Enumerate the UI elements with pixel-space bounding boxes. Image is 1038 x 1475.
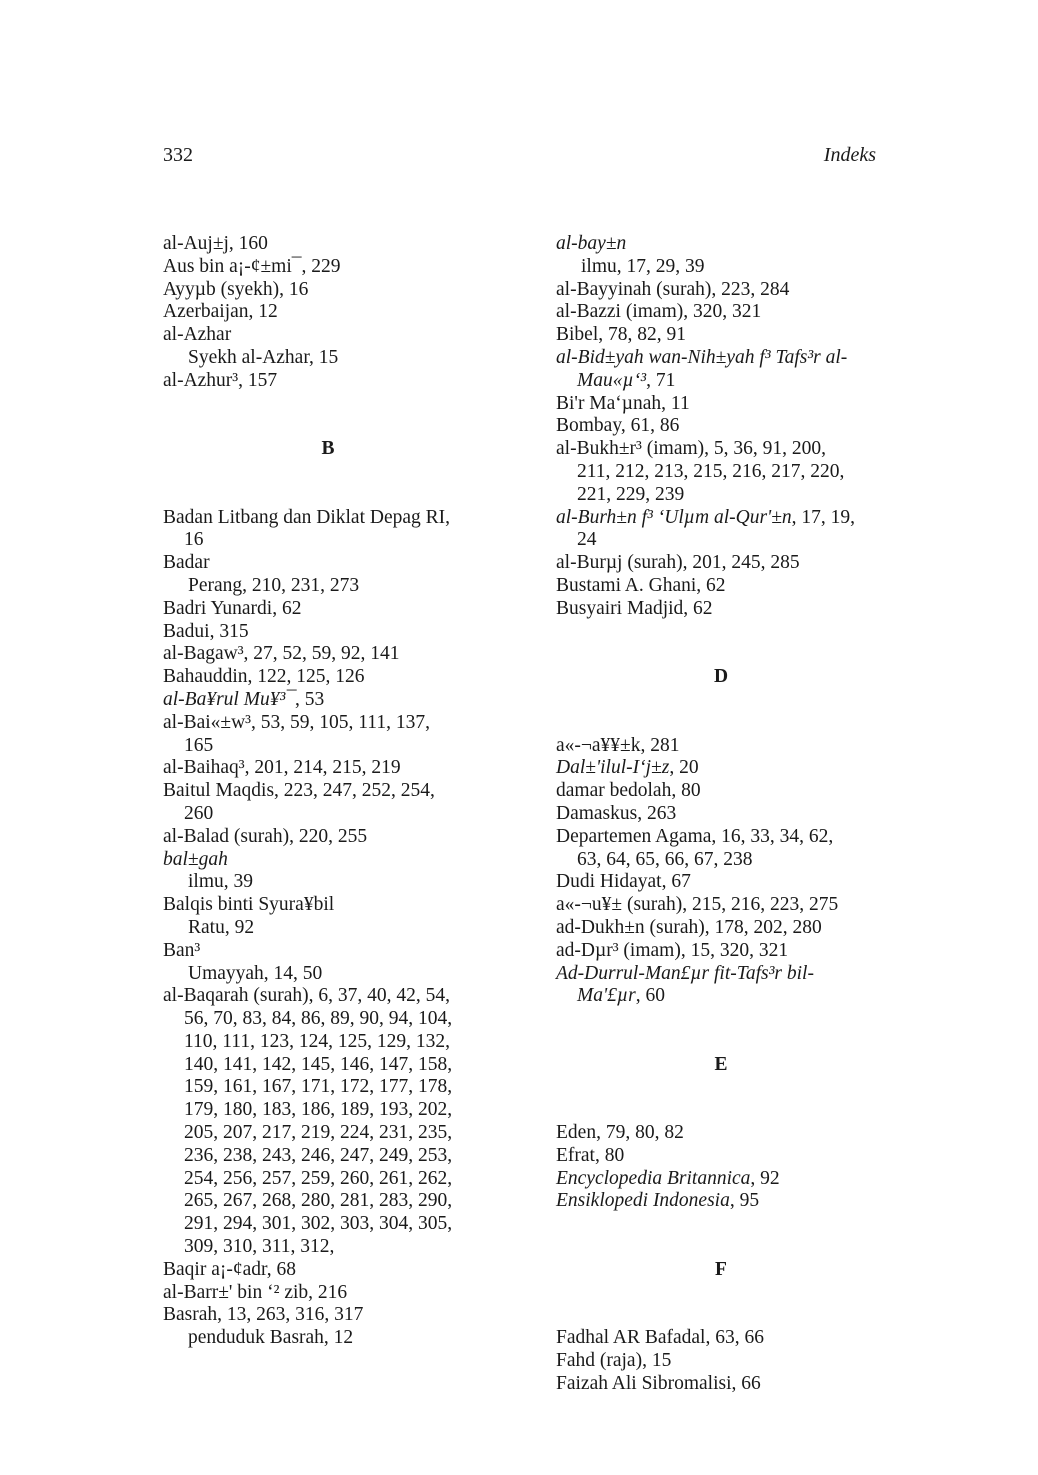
index-entry-continuation [556,985,886,1008]
index-entry: Balqis binti Syura¥bil [163,894,335,916]
index-entry: Ban³ [163,939,201,961]
index-entry: al-Azhur³, 157 [163,369,278,391]
index-entry: al-Bai«±w³, 53, 59, 105, 111, 137, [163,711,430,733]
index-entry: ad-Dukh±n (surah), 178, 202, 280 [556,916,822,938]
index-entry-continuation [556,370,886,393]
index-entry: al-Burµj (surah), 201, 245, 285 [556,552,800,574]
index-subentry: penduduk Basrah, 12 [188,1327,354,1349]
page-refs: , 60 [635,985,665,1007]
index-entry: Ayyµb (syekh), 16 [163,278,309,300]
index-entry: Eden, 79, 80, 82 [556,1122,684,1144]
title-italic: Dal±'ilul-I‘j±z [556,757,670,779]
section-heading-d: D [713,666,729,688]
section-heading-f: F [715,1258,727,1280]
index-entry-continuation: 211, 212, 213, 215, 216, 217, 220, [577,460,845,482]
index-entry [556,507,886,530]
index-entry-continuation: 140, 141, 142, 145, 146, 147, 158, [184,1053,453,1075]
index-entry: al-Baihaq³, 201, 214, 215, 219 [163,757,401,779]
index-entry-continuation: 254, 256, 257, 259, 260, 261, 262, [184,1167,453,1189]
index-entry: Aus bin a¡-¢±mi¯, 229 [163,255,341,277]
section-heading-e: E [714,1053,728,1075]
index-entry-continuation: 236, 238, 243, 246, 247, 249, 253, [184,1144,453,1166]
index-entry-continuation: 165 [184,734,214,756]
index-entry [556,1168,886,1191]
index-subentry: Perang, 210, 231, 273 [188,574,360,596]
index-entry: Bustami A. Ghani, 62 [556,574,726,596]
index-entry-continuation: 110, 111, 123, 124, 125, 129, 132, [184,1030,450,1052]
index-entry-continuation: 179, 180, 183, 186, 189, 193, 202, [184,1099,453,1121]
index-entry: al-Bagaw³, 27, 52, 59, 92, 141 [163,643,400,665]
index-entry: al-Azhar [163,324,232,346]
index-entry [556,757,886,780]
title-italic: Ma'£µr [577,985,636,1007]
page-refs: , 17, 19, [791,506,856,528]
index-entry: Badui, 315 [163,620,249,642]
title-italic: Mau«µ‘³ [577,369,647,391]
index-entry-continuation: 291, 294, 301, 302, 303, 304, 305, [184,1213,453,1235]
index-entry-continuation: 260 [184,802,214,824]
index-entry-continuation: 63, 64, 65, 66, 67, 238 [577,848,753,870]
index-entry: Faizah Ali Sibromalisi, 66 [556,1372,761,1394]
index-entry-continuation: 24 [577,529,597,551]
index-subentry: Syekh al-Azhar, 15 [188,346,339,368]
index-entry: Fahd (raja), 15 [556,1350,672,1372]
title-italic: al-Burh±n f³ ‘Ulµm al-Qur'±n [556,506,792,528]
index-entry: Badar [163,552,210,574]
index-entry-continuation: 221, 229, 239 [577,483,685,505]
index-entry-continuation: 16 [184,529,204,551]
index-entry: Bombay, 61, 86 [556,415,680,437]
index-entry-continuation: 309, 310, 311, 312, [184,1236,335,1258]
index-column-left [163,233,493,1350]
index-entry: Damaskus, 263 [556,802,677,824]
index-entry: Azerbaijan, 12 [163,301,278,323]
page-refs: , 71 [646,369,676,391]
index-subentry: ilmu, 39 [188,871,254,893]
index-entry: Baitul Maqdis, 223, 247, 252, 254, [163,780,435,802]
index-column-right [556,233,886,1396]
page-refs: , 20 [669,757,699,779]
index-subentry: Umayyah, 14, 50 [188,962,323,984]
index-entry: damar bedolah, 80 [556,780,701,802]
running-title: Indeks [823,144,876,166]
index-entry: al-Bayyinah (surah), 223, 284 [556,278,790,300]
index-entry-continuation: 265, 267, 268, 280, 281, 283, 290, [184,1190,453,1212]
index-entry: al-Balad (surah), 220, 255 [163,825,368,847]
index-entry [163,689,493,712]
index-entry [556,1190,886,1213]
index-entry: al-Auj±j, 160 [163,233,268,254]
index-entry: bal±gah [163,848,228,870]
index-entry: Fadhal AR Bafadal, 63, 66 [556,1327,764,1349]
section-heading-b: B [321,438,335,460]
index-entry: al-Baqarah (surah), 6, 37, 40, 42, 54, [163,985,451,1007]
index-subentry: ilmu, 17, 29, 39 [581,255,705,277]
index-entry: ad-Dµr³ (imam), 15, 320, 321 [556,939,789,961]
index-subentry: Ratu, 92 [188,916,255,938]
index-entry: al-Bid±yah wan-Nih±yah f³ Tafs³r al- [556,346,848,368]
index-entry: al-Barr±' bin ‘² zib, 216 [163,1281,348,1303]
title-italic: al-Ba¥rul Mu¥³¯ [163,688,296,710]
index-entry: Ad-Durrul-Man£µr fit-Tafs³r bil- [556,962,814,984]
index-entry: Efrat, 80 [556,1144,625,1166]
page-refs: , 53 [295,688,325,710]
index-entry: al-Bazzi (imam), 320, 321 [556,301,762,323]
index-entry-continuation: 159, 161, 167, 171, 172, 177, 178, [184,1076,453,1098]
index-entry: Busyairi Madjid, 62 [556,597,713,619]
index-entry: Bahauddin, 122, 125, 126 [163,666,365,688]
title-italic: Ensiklopedi Indonesia [556,1190,730,1212]
index-entry: al-bay±n [556,233,627,254]
index-entry: Badan Litbang dan Diklat Depag RI, [163,506,451,528]
index-entry: al-Bukh±r³ (imam), 5, 36, 91, 200, [556,438,827,460]
title-italic: Encyclopedia Britannica [556,1167,751,1189]
index-entry: Departemen Agama, 16, 33, 34, 62, [556,825,834,847]
index-entry-continuation: 56, 70, 83, 84, 86, 89, 90, 94, 104, [184,1008,453,1030]
index-entry: Basrah, 13, 263, 316, 317 [163,1304,364,1326]
index-entry: Badri Yunardi, 62 [163,597,302,619]
page-number: 332 [163,144,193,166]
index-entry: Dudi Hidayat, 67 [556,871,691,893]
page-refs: , 95 [729,1190,760,1212]
index-entry-continuation: 205, 207, 217, 219, 224, 231, 235, [184,1122,453,1144]
index-entry: Bibel, 78, 82, 91 [556,324,686,346]
page-refs: , 92 [750,1167,780,1189]
index-entry: Baqir a¡-¢adr, 68 [163,1258,296,1280]
index-entry: a«-¬a¥¥±k, 281 [556,734,680,756]
index-entry: Bi'r Ma‘µnah, 11 [556,392,690,414]
index-entry: a«-¬u¥± (surah), 215, 216, 223, 275 [556,894,839,916]
